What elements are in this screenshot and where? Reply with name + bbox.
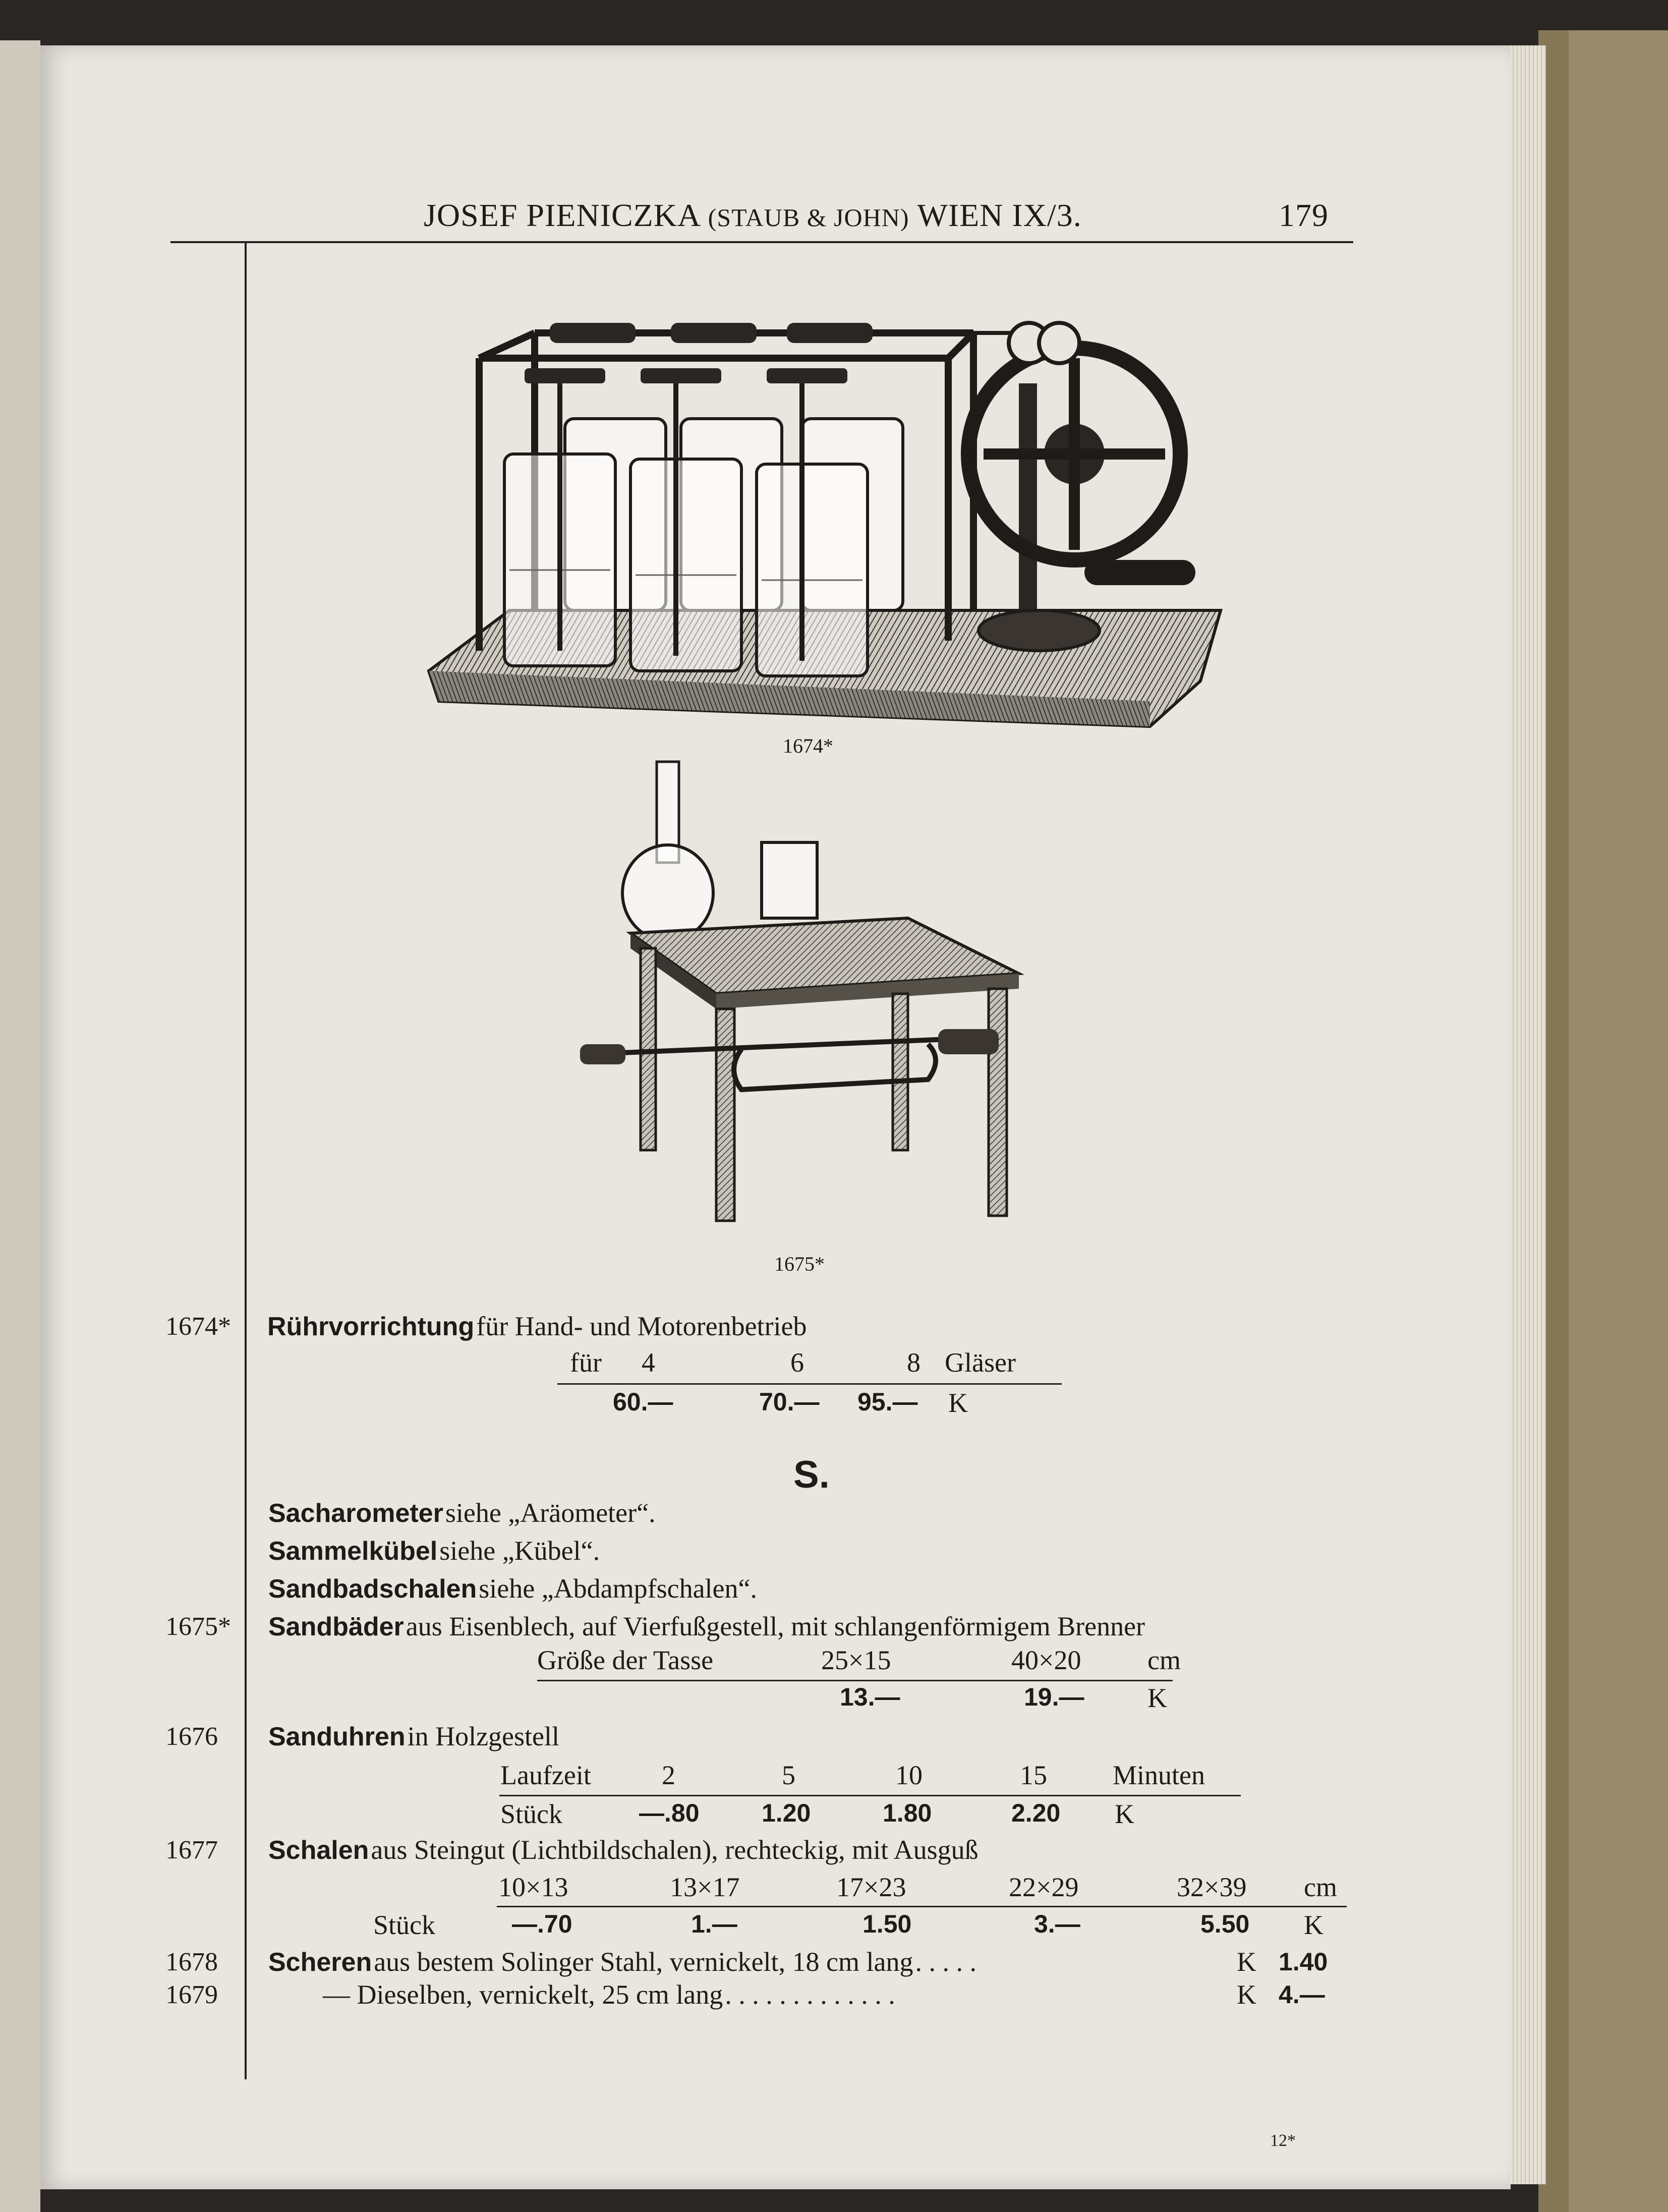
column-rule	[245, 243, 247, 2079]
left-page-edge	[0, 40, 40, 2212]
entry-title-sandbaeder: Sandbäder	[268, 1612, 404, 1641]
size-label: Größe der Tasse	[537, 1645, 714, 1675]
price-unit: K	[1115, 1799, 1134, 1829]
signature-mark: 12*	[1270, 2131, 1296, 2150]
running-header	[424, 197, 1082, 234]
table-cell: 8	[907, 1347, 921, 1378]
entry-title-schalen: Schalen	[268, 1836, 369, 1865]
size-cell: 40×20	[1011, 1645, 1081, 1675]
price-cell: —.70	[512, 1910, 572, 1938]
entry-desc-1676: in Holzgestell	[407, 1721, 560, 1751]
page-edges	[1506, 45, 1546, 2184]
price-unit: K	[1304, 1910, 1324, 1940]
entry-1676-line	[268, 1721, 559, 1752]
price-cell: 60.—	[613, 1388, 673, 1416]
entry-title-ruehrvorrichtung: Rührvorrichtung	[267, 1312, 475, 1341]
price-cell: 1.20	[762, 1799, 811, 1827]
section-letter: S.	[793, 1453, 830, 1496]
leader-dots: . . . . . . . . . . . . .	[725, 1979, 895, 2010]
table-cell: Stück	[373, 1910, 436, 1940]
page-number: 179	[1279, 197, 1329, 233]
entry-title-sanduhren: Sanduhren	[268, 1722, 406, 1751]
price-cell: 2.20	[1011, 1799, 1061, 1827]
size-unit: cm	[1304, 1872, 1337, 1902]
table-rule	[557, 1383, 1062, 1385]
entry-number-1678: 1678	[165, 1948, 218, 1976]
header-partners: (STAUB & JOHN)	[708, 203, 909, 232]
price-unit: K	[1147, 1683, 1167, 1713]
size-unit: cm	[1147, 1645, 1181, 1675]
size-cell: 10×13	[498, 1872, 568, 1902]
size-cell: 22×29	[1009, 1872, 1079, 1902]
ref-title: Sacharometer	[268, 1499, 443, 1528]
entry-desc-1679: — Dieselben, vernickelt, 25 cm lang	[323, 1979, 723, 2010]
size-cell: 32×39	[1177, 1872, 1247, 1902]
price-unit: K	[1237, 1947, 1256, 1977]
table-cell: 2	[662, 1760, 675, 1790]
price-cell: 5.50	[1200, 1910, 1250, 1938]
table-cell: Minuten	[1113, 1760, 1205, 1790]
price-unit: K	[1237, 1979, 1256, 2010]
entry-desc-1675: aus Eisenblech, auf Vierfußgestell, mit schlangenförmigem Brenner	[406, 1611, 1145, 1641]
size-cell: 17×23	[836, 1872, 906, 1902]
price-cell: 13.—	[840, 1683, 900, 1711]
price-cell: 1.40	[1279, 1948, 1328, 1976]
size-cell: 25×15	[821, 1645, 891, 1675]
entry-1678-line	[268, 1946, 976, 1977]
entry-desc-1674: für Hand- und Motorenbetrieb	[476, 1311, 807, 1341]
table-cell: Laufzeit	[500, 1760, 591, 1790]
cross-ref	[268, 1535, 600, 1566]
header-location: WIEN IX/3.	[917, 197, 1082, 233]
table-cell: Stück	[500, 1799, 563, 1829]
price-cell: 1.80	[883, 1799, 932, 1827]
price-cell: 3.—	[1034, 1910, 1080, 1938]
cross-ref	[268, 1573, 757, 1604]
entry-1679-line	[323, 1979, 895, 2010]
header-company: JOSEF PIENICZKA	[424, 197, 700, 233]
stirring-apparatus-illustration	[424, 257, 1261, 742]
table-cell: 10	[895, 1760, 923, 1790]
price-unit: K	[948, 1388, 968, 1418]
price-cell: 1.—	[691, 1910, 737, 1938]
entry-1675-line	[268, 1611, 1145, 1642]
size-cell: 13×17	[670, 1872, 740, 1902]
price-cell: —.80	[639, 1799, 700, 1827]
entry-1677-line	[268, 1834, 979, 1865]
table-cell: für	[570, 1347, 602, 1378]
price-cell: 95.—	[857, 1388, 918, 1416]
table-cell: 5	[782, 1760, 795, 1790]
price-cell: 70.—	[759, 1388, 820, 1416]
sand-bath-illustration	[575, 757, 1049, 1241]
ref-title: Sammelkübel	[268, 1537, 438, 1566]
table-cell: Gläser	[945, 1347, 1016, 1378]
ref-text: siehe „Abdampfschalen“.	[479, 1573, 757, 1604]
ref-text: siehe „Aräometer“.	[445, 1498, 656, 1528]
ref-text: siehe „Kübel“.	[439, 1536, 600, 1566]
table-cell: 6	[790, 1347, 804, 1378]
entry-number-1679: 1679	[165, 1980, 218, 2009]
price-cell: 19.—	[1024, 1683, 1084, 1711]
price-cell: 4.—	[1279, 1980, 1325, 2009]
table-rule	[537, 1680, 1173, 1681]
entry-number-1674: 1674*	[165, 1312, 231, 1341]
entry-desc-1677: aus Steingut (Lichtbildschalen), rechteckig, mit Ausguß	[371, 1835, 979, 1865]
leader-dots: . . . . .	[915, 1947, 976, 1977]
entry-desc-1678: aus bestem Solinger Stahl, vernickelt, 18 cm lang	[374, 1947, 913, 1977]
cross-ref	[268, 1497, 656, 1528]
table-cell: 4	[642, 1347, 655, 1378]
entry-number-1675: 1675*	[165, 1612, 231, 1641]
entry-number-1677: 1677	[165, 1836, 218, 1864]
table-rule	[499, 1795, 1241, 1796]
table-rule	[497, 1906, 1347, 1907]
price-cell: 1.50	[862, 1910, 912, 1938]
entry-title-scheren: Scheren	[268, 1948, 372, 1977]
book-page	[40, 45, 1511, 2189]
figure-caption-1675: 1675*	[774, 1253, 825, 1275]
figure-caption-1674: 1674*	[783, 734, 833, 757]
entry-1674-line	[267, 1311, 807, 1342]
table-cell: 15	[1020, 1760, 1047, 1790]
ref-title: Sandbadschalen	[268, 1574, 477, 1604]
header-rule	[170, 241, 1353, 243]
entry-number-1676: 1676	[165, 1722, 218, 1751]
book-cover	[1538, 30, 1668, 2212]
